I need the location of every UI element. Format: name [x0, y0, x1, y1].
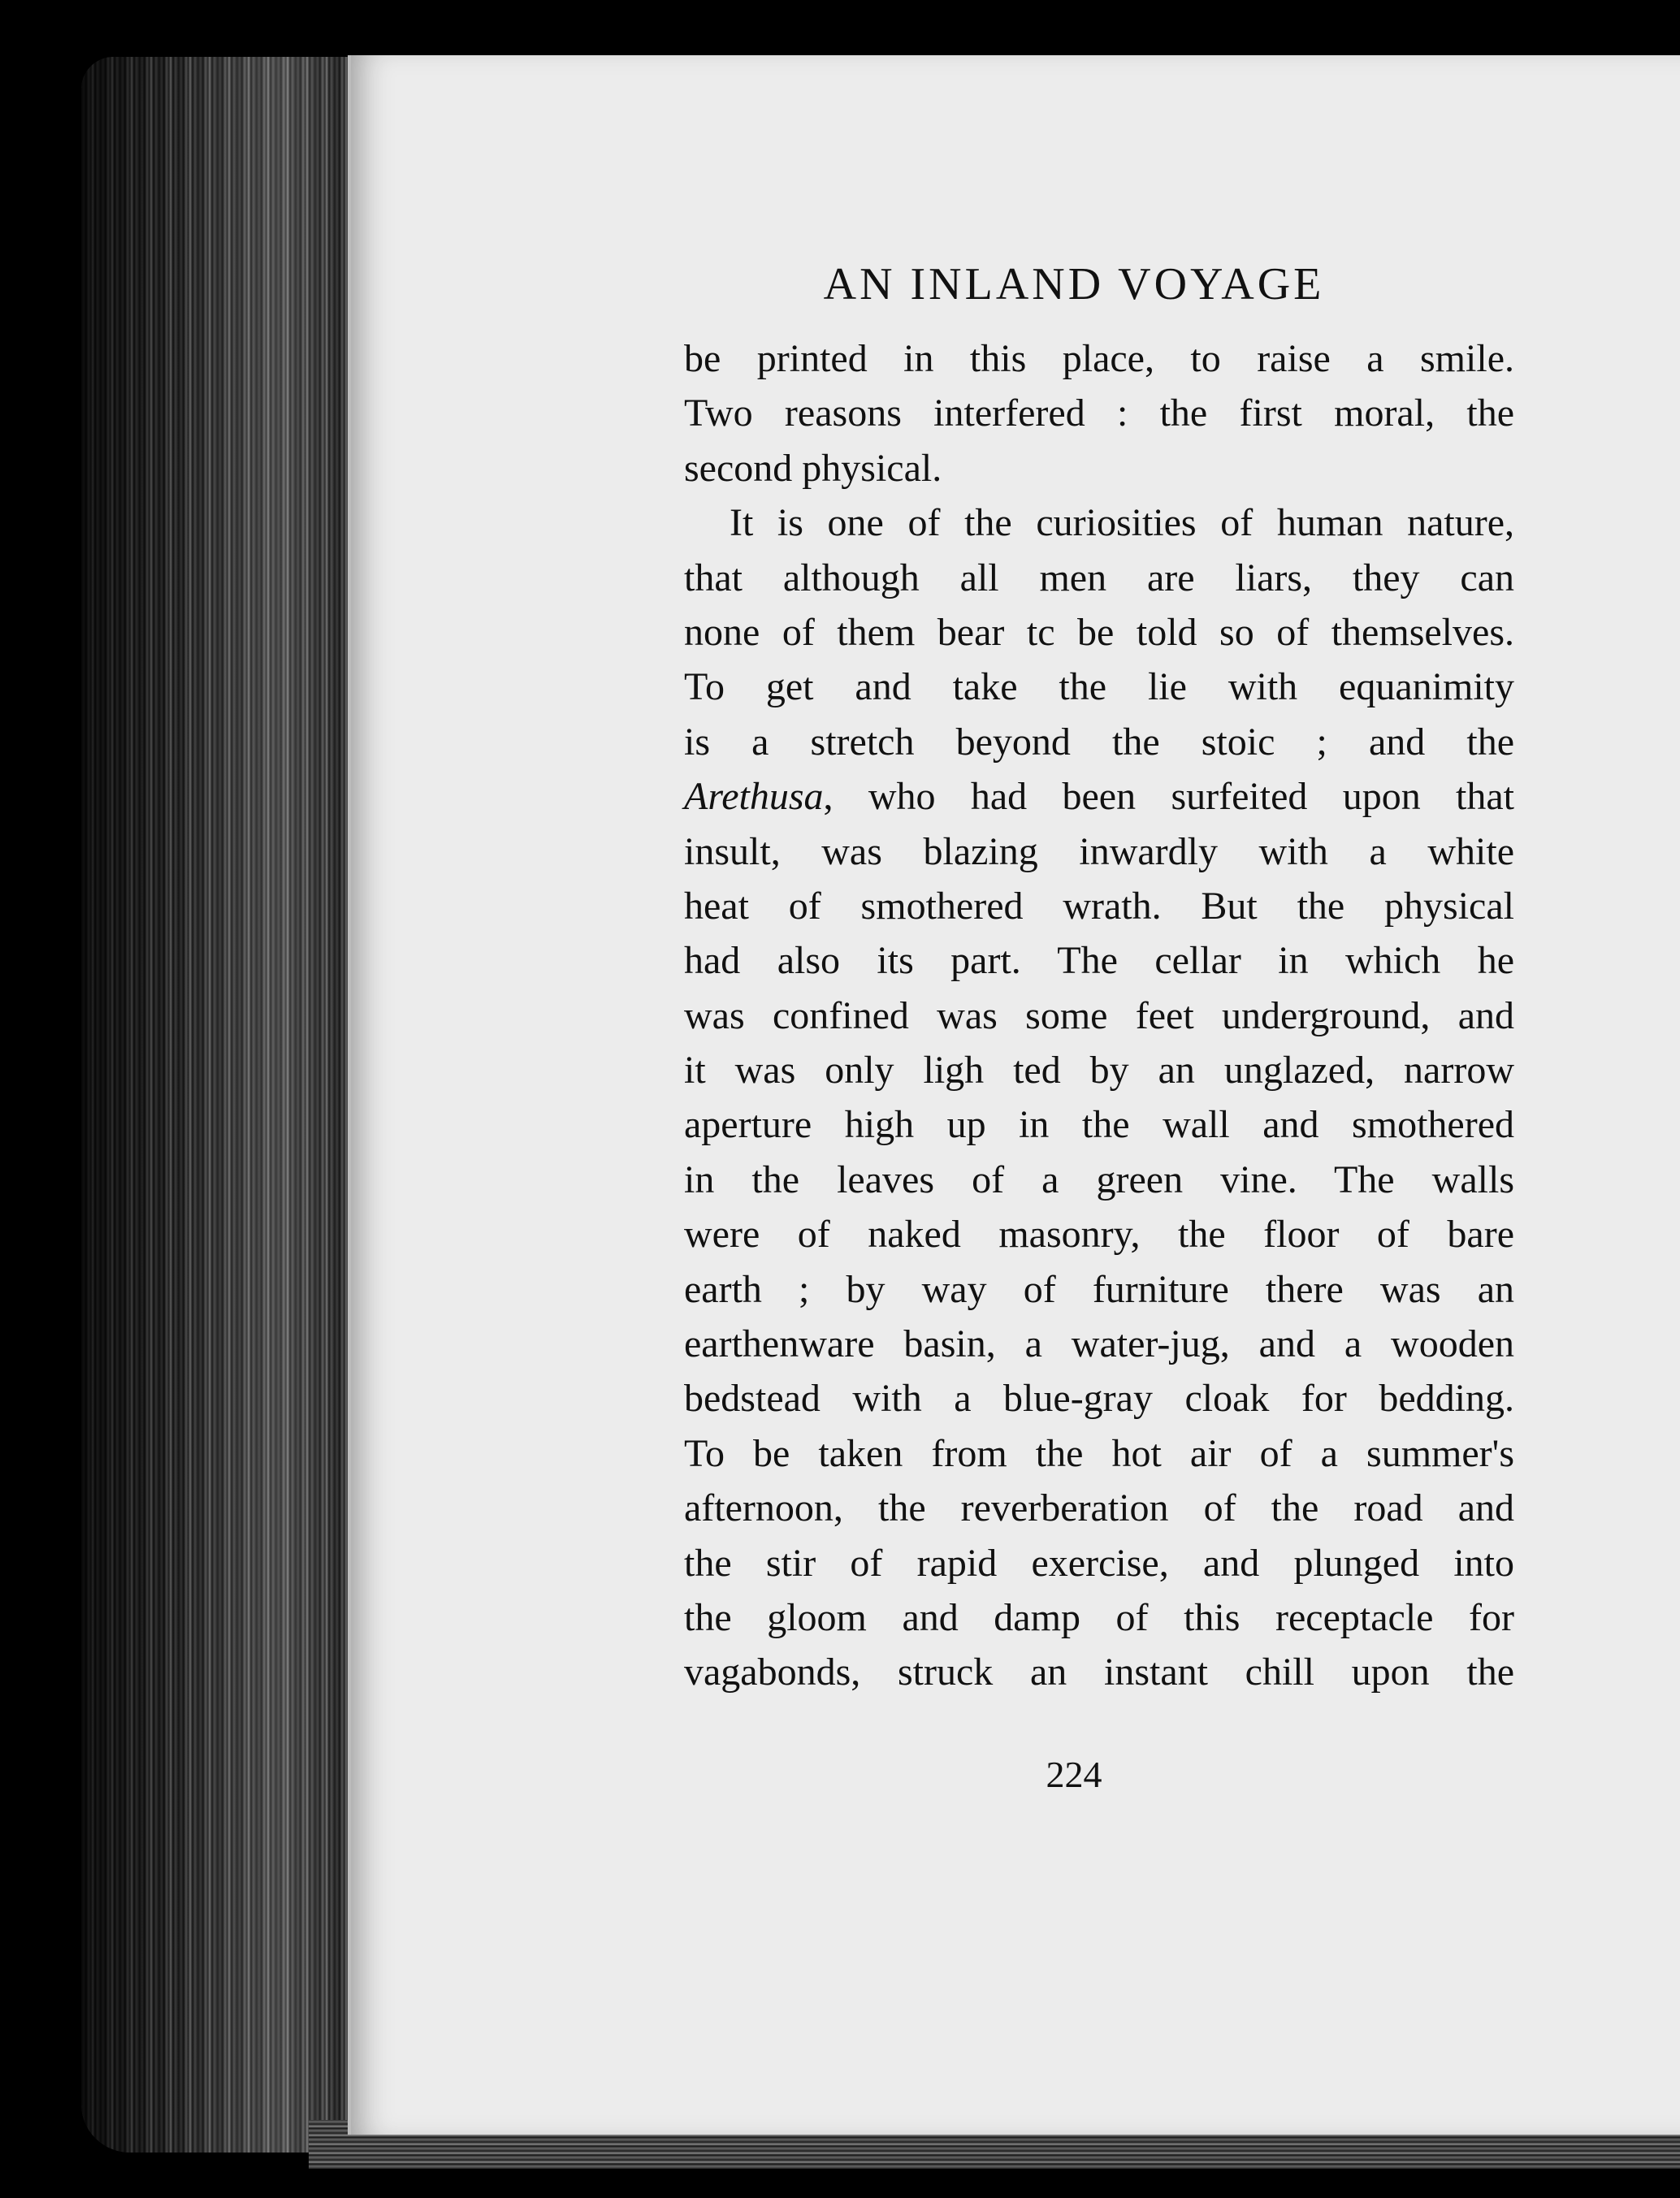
body-text — [684, 331, 1514, 1700]
text-line: bedstead with a blue-gray cloak for bedding. — [684, 1377, 1514, 1421]
text-line: heat of smothered wrath. But the physical — [684, 884, 1514, 928]
text-line-rest: , who had been surfeited upon that — [823, 775, 1514, 819]
text-line: afternoon, the reverberation of the road and — [684, 1486, 1514, 1530]
text-line: second physical. — [684, 446, 942, 490]
text-line: earth ; by way of furniture there was an — [684, 1267, 1514, 1311]
text-line: it was only ligh ted by an unglazed, narrow — [684, 1049, 1514, 1093]
text-line: the stir of rapid exercise, and plunged into — [684, 1541, 1514, 1585]
text-line: To get and take the lie with equanimity — [684, 665, 1514, 709]
text-line: aperture high up in the wall and smothered — [684, 1103, 1514, 1147]
text-line: Two reasons interfered : the first moral, the — [684, 392, 1514, 435]
text-line: in the leaves of a green vine. The walls — [684, 1157, 1514, 1201]
text-line: had also its part. The cellar in which he — [684, 939, 1514, 983]
text-line: be printed in this place, to raise a smile. — [684, 337, 1514, 380]
running-head: AN INLAND VOYAGE — [823, 259, 1325, 309]
italic-ship-name: Arethusa — [684, 775, 824, 819]
text-line: insult, was blazing inwardly with a white — [684, 829, 1514, 873]
text-line: vagabonds, struck an instant chill upon the — [684, 1651, 1514, 1694]
book-page-edges — [81, 57, 349, 2153]
text-line: were of naked masonry, the floor of bare — [684, 1213, 1514, 1257]
text-line: that although all men are liars, they can — [684, 556, 1514, 599]
text-line: To be taken from the hot air of a summer's — [684, 1431, 1514, 1475]
text-line: none of them bear tc be told so of themselves. — [684, 610, 1514, 654]
text-line: earthenware basin, a water-jug, and a wooden — [684, 1322, 1514, 1366]
book-page — [348, 55, 1680, 2135]
text-line: is a stretch beyond the stoic ; and the — [684, 720, 1514, 764]
text-line: It is one of the curiosities of human nature, — [730, 501, 1514, 545]
text-line: the gloom and damp of this receptacle for — [684, 1595, 1514, 1639]
text-line — [684, 769, 1514, 824]
text-line: was confined was some feet underground, and — [684, 993, 1514, 1037]
page-number: 224 — [1046, 1754, 1102, 1795]
